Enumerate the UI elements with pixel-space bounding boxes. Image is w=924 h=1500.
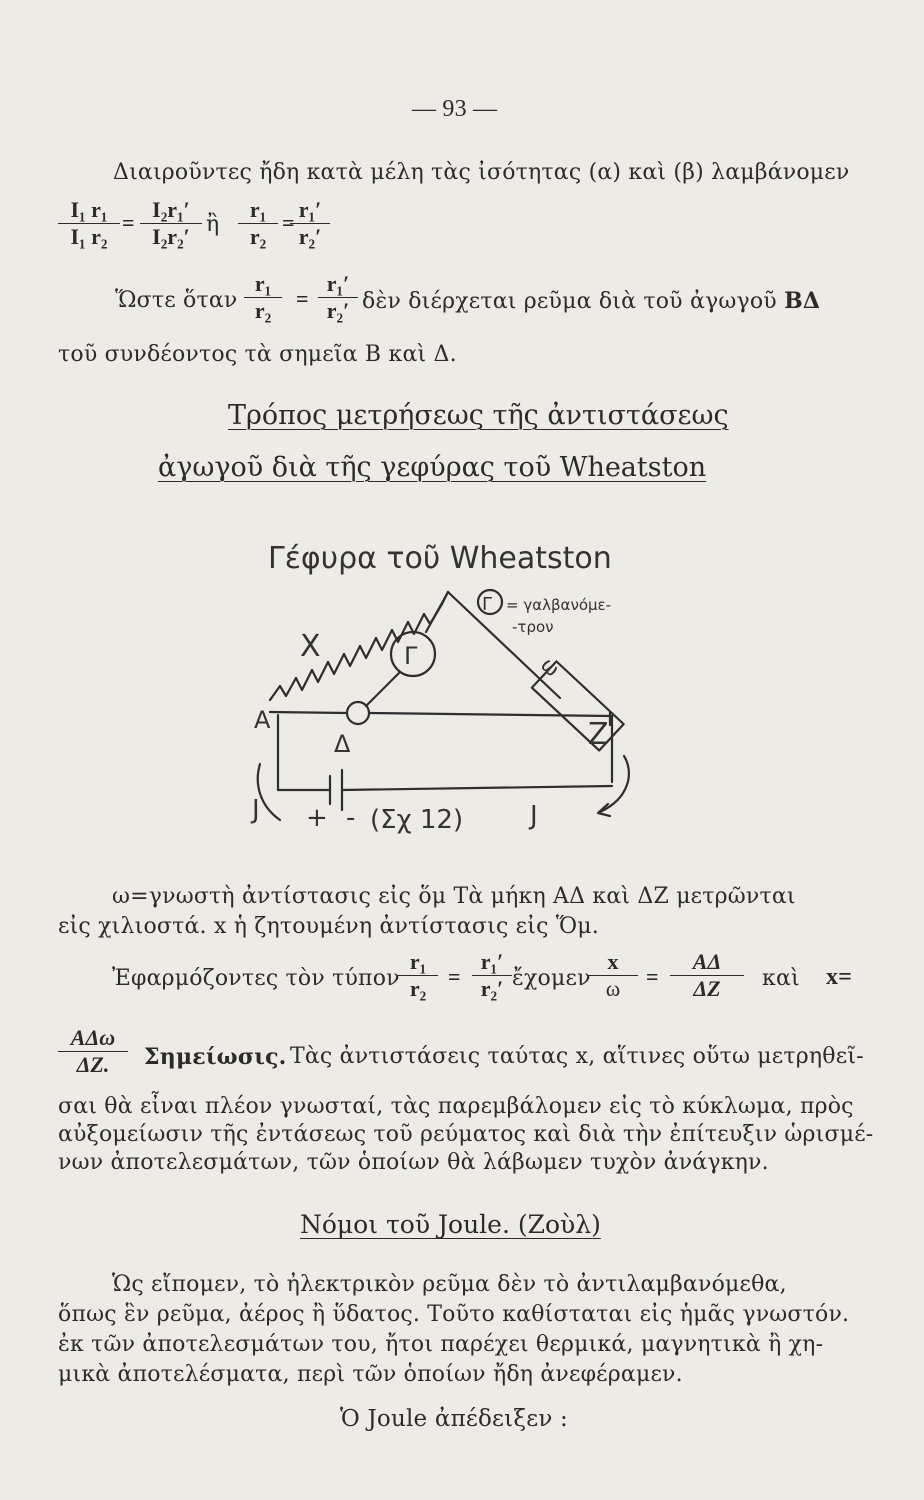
note-line: αὐξομείωσιν τῆς ἐντάσεως τοῦ ρεύματος καὶ διὰ τὴν ἐπίτευξιν ὡρισμέ- (58, 1122, 874, 1147)
slide-wire (369, 713, 612, 716)
current-arrow-right (600, 756, 629, 812)
label-x: X (300, 629, 321, 664)
fraction (670, 950, 744, 1001)
paragraph-line: ω=γνωστὴ ἀντίστασις εἰς ὅμ Τὰ μήκη ΑΔ καὶ ΔΖ μετρῶνται (112, 884, 796, 909)
paragraph-line: μικὰ ἀποτελέσματα, περὶ τῶν ὁποίων ἤδη ἀνεφέραμεν. (58, 1362, 683, 1387)
note-line: σαι θὰ εἶναι πλέον γνωσταί, τὰς παρεμβάλομεν εἰς τὸ κύκλωμα, πρὸς (58, 1094, 854, 1119)
condition-end-text: δὲν διέρχεται ρεῦμα διὰ τοῦ ἀγωγοῦ (362, 289, 777, 314)
legend-text: -τρον (512, 618, 554, 636)
numerator: I₁ r₁ (70, 197, 108, 222)
paragraph-line: ὅπως ἓν ρεῦμα, ἀέρος ἢ ὕδατος. Τοῦτο καθίσταται εἰς ἡμᾶς γνωστόν. (58, 1302, 850, 1327)
numerator: r₁ (249, 197, 267, 222)
denominator: ω (605, 976, 621, 1001)
fraction (318, 272, 358, 323)
numerator: ΑΔω (70, 1025, 116, 1050)
slide-wire (270, 712, 347, 713)
paragraph-line: τοῦ συνδέοντος τὰ σημεῖα Β καὶ Δ. (58, 342, 457, 367)
denominator: r₂′ (480, 976, 504, 1001)
denominator: r₂′ (298, 224, 322, 249)
wire (366, 672, 400, 706)
paragraph-intro: Διαιροῦντες ἤδη κατὰ μέλη τὰς ἰσότητας (α) καὶ (β) λαμβάνομεν (113, 160, 850, 185)
fraction (290, 198, 330, 249)
label-Z: Z (588, 717, 609, 752)
fraction (238, 198, 278, 249)
condition-end (362, 288, 820, 314)
equals-sign: = (296, 286, 309, 311)
section-heading: Νόμοι τοῦ Joule. (Ζοὺλ) (300, 1210, 601, 1239)
diagram-title: Γέφυρα τοῦ Wheatston (268, 541, 612, 576)
page-number: — 93 — (412, 96, 498, 122)
legend-text: = γαλβανόμε- (506, 596, 612, 614)
numerator: x (607, 949, 619, 974)
resistor-x (270, 592, 448, 700)
slider-contact (347, 702, 369, 724)
wheatstone-bridge-diagram (230, 520, 700, 850)
label-J-right: J (530, 801, 538, 831)
condition-start: Ὥστε ὅταν (115, 288, 238, 313)
numerator: ΑΔ (692, 949, 722, 974)
numerator: r₁ (254, 271, 272, 296)
label-minus: - (346, 803, 356, 833)
note-title: Σημείωσις. (144, 1044, 287, 1070)
label-galvanometer: Γ (404, 642, 418, 670)
section-heading: Τρόπος μετρήσεως τῆς ἀντιστάσεως (228, 400, 729, 431)
denominator: I₁ r₂ (70, 224, 108, 249)
denominator: r₂′ (326, 298, 350, 323)
equals-sign: = (448, 964, 461, 989)
equation-end: x= (826, 964, 853, 990)
current-arrow-left (258, 764, 280, 820)
paragraph-line: ἐκ τῶν ἀποτελεσμάτων του, ἤτοι παρέχει θερμικά, μαγνητικὰ ἢ χη- (58, 1332, 824, 1357)
equals-sign: = (646, 964, 659, 989)
note-line: Τὰς ἀντιστάσεις ταύτας x, αἵτινες οὕτω μετρηθεῖ- (290, 1044, 864, 1069)
denominator: I₂r₂′ (152, 224, 190, 249)
denominator: r₂ (409, 976, 427, 1001)
section-heading: ἀγωγοῦ διὰ τῆς γεφύρας τοῦ Wheatston (158, 452, 707, 483)
denominator: ΔΖ. (76, 1052, 110, 1077)
fraction (140, 198, 202, 249)
fraction (244, 272, 282, 323)
fraction (588, 950, 638, 1001)
fraction (58, 1026, 128, 1077)
equals-sign: = (122, 210, 135, 235)
numerator: r₁′ (298, 197, 322, 222)
label-A: A (254, 706, 271, 734)
paragraph-line: Ὡς εἴπομεν, τὸ ἠλεκτρικὸν ρεῦμα δὲν τὸ ἀντιλαμβανόμεθα, (112, 1272, 787, 1297)
fraction (398, 950, 438, 1001)
label-plus: + (306, 803, 328, 833)
label-battery: (Σχ 12) (370, 805, 464, 835)
or-word: ἢ (206, 212, 220, 237)
wire (342, 786, 612, 790)
note-line: νων ἀποτελεσμάτων, τῶν ὁποίων θὰ λάβωμεν τυχὸν ἀνάγκην. (58, 1150, 769, 1175)
numerator: I₂r₁′ (152, 197, 190, 222)
wire (426, 592, 448, 632)
equation-start: Ἐφαρμόζοντες τὸν τύπον (112, 966, 400, 991)
label-omega: ω (536, 652, 565, 682)
denominator: r₂ (249, 224, 267, 249)
and-word: καὶ (762, 966, 800, 991)
equation-mid: ἔχομεν (512, 966, 591, 991)
denominator: ΔΖ (693, 976, 721, 1001)
fraction (472, 950, 512, 1001)
conductor-label: ΒΔ (784, 288, 821, 314)
numerator: r₁′ (480, 949, 504, 974)
legend-symbol: Γ (482, 594, 493, 615)
label-Delta: Δ (334, 730, 351, 758)
equals-sign: = (282, 210, 295, 235)
fraction (58, 198, 120, 249)
numerator: r₁′ (326, 271, 350, 296)
label-J-left: J (252, 795, 260, 825)
denominator: r₂ (254, 298, 272, 323)
numerator: r₁ (409, 949, 427, 974)
paragraph-line: εἰς χιλιοστά. x ἡ ζητουμένη ἀντίστασις εἰς Ὅμ. (58, 914, 599, 939)
paragraph-line: Ὁ Joule ἀπέδειξεν : (340, 1406, 569, 1432)
